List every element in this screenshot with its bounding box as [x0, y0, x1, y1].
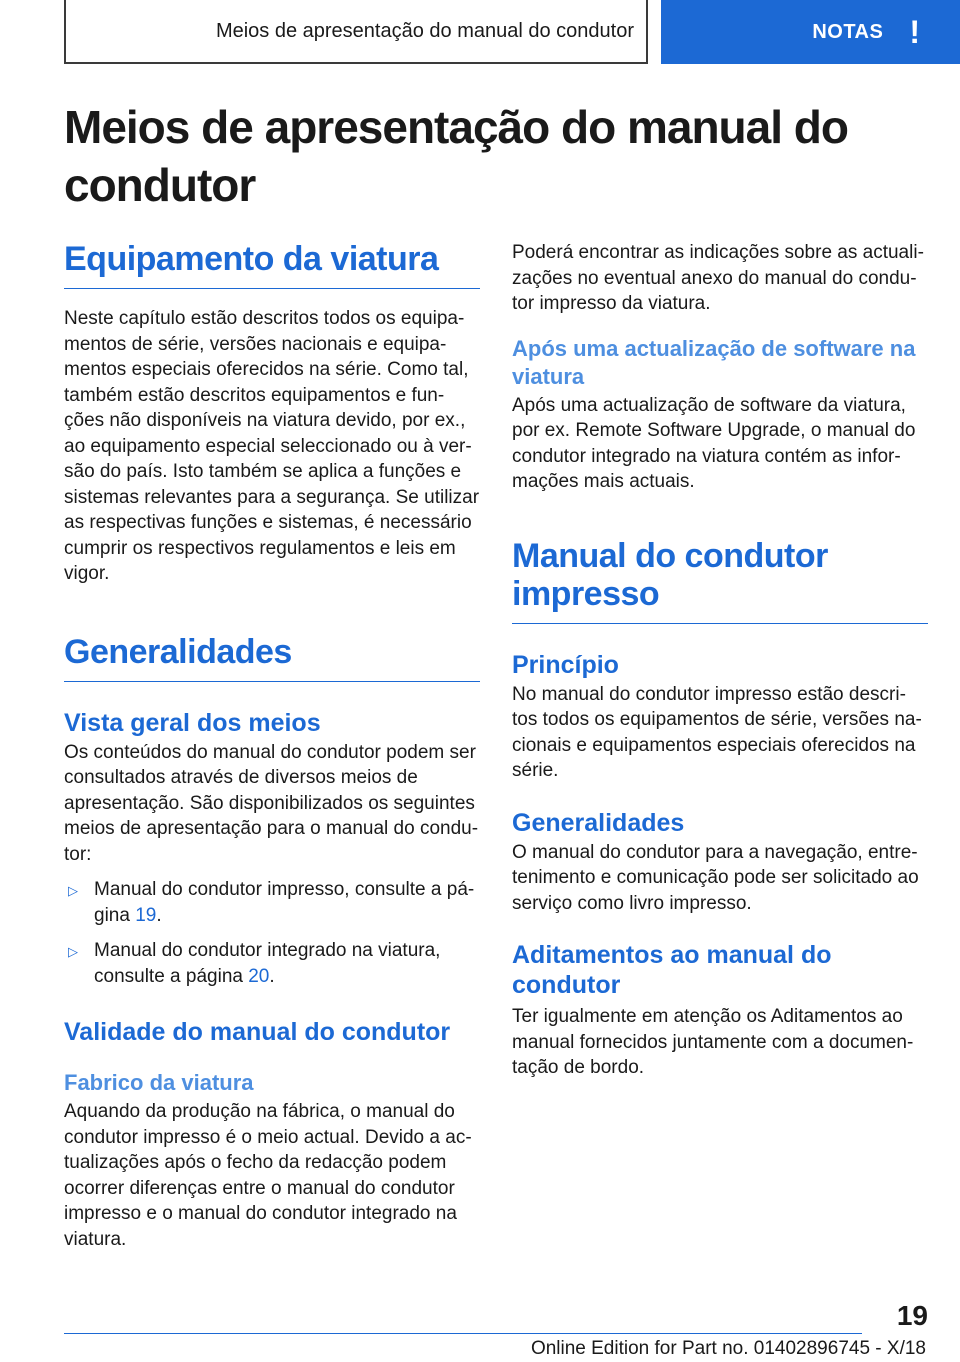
header-section-box — [64, 0, 648, 64]
header-section-title: Meios de apresentação do manual do condutor — [215, 19, 634, 42]
heading-manual-impresso: Manual do condutor impresso — [512, 537, 928, 624]
equipamento-text: Neste capítulo estão descritos todos os equipa-mentos de série, versões nacionais e equipa-mentos especiais oferecidos na série. Como tal, também estão descritos equipamentos e fun-ções não disponíveis na viatura devido, por ex., ao equipamento especial seleccionado ou à ver-são do país. Isto também se aplica a funções e sistemas relevantes para a segurança. Se utilizar as respectivas funções e sistemas, é necessário cumprir os respectivos regulamentos e leis em vigor. — [64, 308, 480, 584]
footer-divider — [64, 1333, 862, 1334]
heading-principio: Princípio — [512, 650, 619, 679]
list-item: ▷ Manual do condutor impresso, consulte a pá-gina 19. — [68, 879, 475, 926]
heading-aditamentos: Aditamentos ao manual do condutor — [512, 941, 832, 999]
header-tab-notas[interactable] — [661, 0, 960, 64]
list-item: ▷ Manual do condutor integrado na viatura, consulte a página 20. — [68, 940, 441, 987]
heading-vista-geral: Vista geral dos meios — [64, 708, 321, 737]
page-number: 19 — [896, 1300, 928, 1331]
principio-text: No manual do condutor impresso estão descri-tos todos os equipamentos de série, versões na-cionais e equipamentos especiais oferecidos na série. — [512, 683, 922, 781]
exclamation-icon: ! — [909, 14, 920, 50]
page-title — [64, 98, 924, 214]
generalidades-right-text: O manual do condutor para a navegação, entre-tenimento e comunicação pode ser solicitado ao serviço como livro impresso. — [512, 841, 919, 914]
apos-actualizacao-text: Após uma actualização de software da viatura, por ex. Remote Software Upgrade, o manual do condutor integrado na viatura contém as infor-mações mais actuais. — [512, 394, 916, 492]
heading-generalidades: Generalidades — [64, 633, 480, 682]
right-column — [512, 240, 928, 1081]
heading-fabrico: Fabrico da viatura — [64, 1070, 254, 1095]
aditamentos-text: Ter igualmente em atenção os Aditamentos ao manual fornecidos juntamente com a documen-tação de bordo. — [512, 1006, 914, 1078]
heading-generalidades-right: Generalidades — [512, 808, 685, 837]
page-link-19[interactable]: 19 — [135, 904, 157, 926]
media-list — [64, 877, 480, 989]
triangle-bullet-icon: ▷ — [68, 944, 78, 959]
header-tab-label: NOTAS — [812, 20, 884, 43]
heading-apos-actualizacao: Após uma actualização de software na viatura — [512, 335, 916, 389]
vista-geral-text: Os conteúdos do manual do condutor podem ser consultados através de diversos meios de apresentação. São disponibilizados os seguintes meios de apresentação para o manual do condu-tor: — [64, 741, 479, 865]
anexo-text: Poderá encontrar as indicações sobre as actuali-zações no eventual anexo do manual do condu-tor impresso da viatura. — [512, 242, 924, 314]
fabrico-text: Aquando da produção na fábrica, o manual do condutor impresso é o meio actual. Devido a ac-tualizações após o fecho da redacção podem ocorrer diferenças entre o manual do condutor impresso e o manual do condutor integrado na viatura. — [64, 1101, 472, 1250]
heading-equipamento: Equipamento da viatura — [64, 240, 480, 289]
left-column — [64, 240, 480, 1252]
footer-edition-text: Online Edition for Part no. 01402896745 - X/18 — [530, 1338, 926, 1359]
page-title-line2: condutor — [64, 159, 256, 211]
page-title-line1: Meios de apresentação do manual do — [64, 101, 848, 153]
heading-validade: Validade do manual do condutor — [64, 1018, 451, 1046]
page-link-20[interactable]: 20 — [248, 965, 270, 987]
triangle-bullet-icon: ▷ — [68, 883, 78, 898]
